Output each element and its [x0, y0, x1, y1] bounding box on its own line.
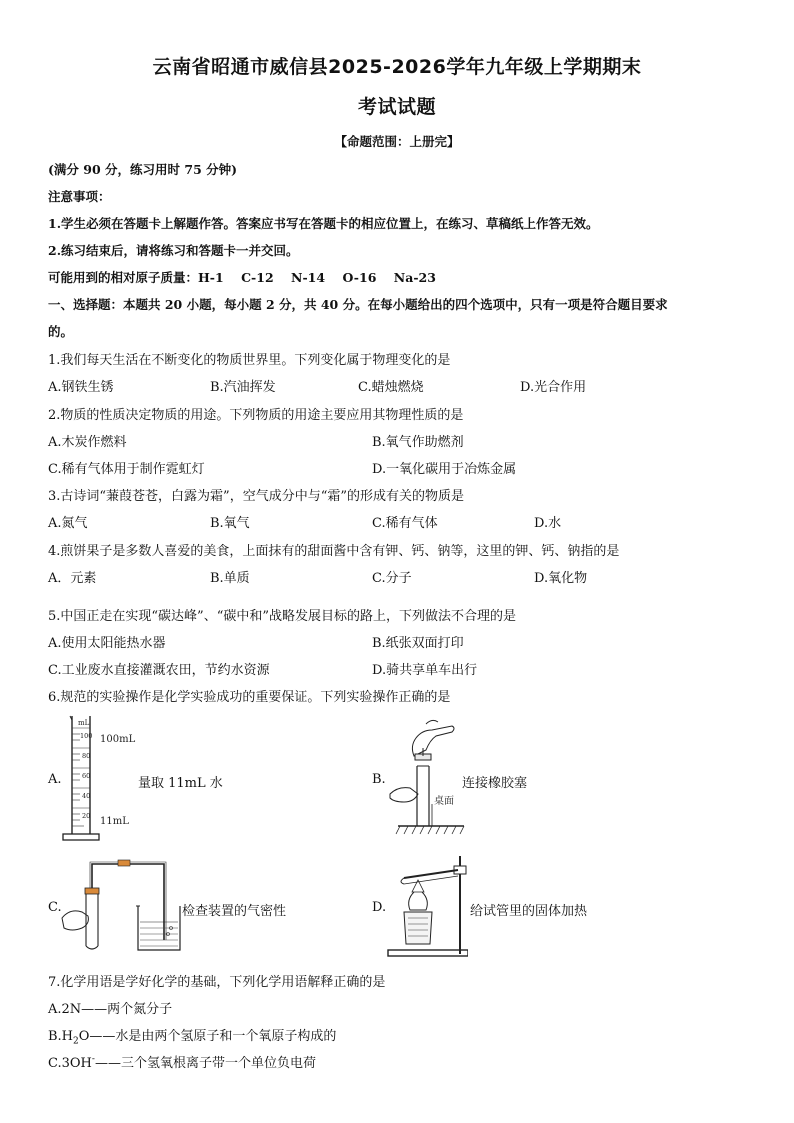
section1-heading-1: 一、选择题：本题共 20 小题，每小题 2 分，共 40 分。在每小题给出的四个选项中，只有一项是符合题目要求 [48, 297, 668, 312]
cylinder-unit-label: mL [78, 719, 90, 727]
cylinder-tick-80: 80 [82, 752, 91, 760]
q1-option-d: D.光合作用 [520, 380, 587, 395]
exam-title-line1: 云南省昭通市威信县2025-2026学年九年级上学期期末 [152, 56, 642, 78]
tube-stopper-figure [386, 716, 466, 840]
q7-stem: 7.化学用语是学好化学的基础，下列化学用语解释正确的是 [48, 975, 386, 990]
graduated-cylinder-figure [60, 712, 150, 848]
q6-option-c-letter: C. [48, 900, 62, 915]
q2-stem: 2.物质的性质决定物质的用途。下列物质的用途主要应用其物理性质的是 [48, 408, 464, 423]
q6-option-a-text: 量取 11mL 水 [138, 776, 223, 791]
q7-option-b-subscript: 2 [73, 1036, 79, 1047]
q6-option-a-letter: A. [48, 772, 62, 787]
q5-option-d: D.骑共享单车出行 [372, 663, 478, 678]
q5-option-b: B.纸张双面打印 [372, 636, 464, 651]
q6-option-b-text: 连接橡胶塞 [462, 776, 528, 791]
q6-option-d-text: 给试管里的固体加热 [470, 904, 588, 919]
q2-option-c: C.稀有气体用于制作霓虹灯 [48, 462, 205, 477]
cylinder-tick-40: 40 [82, 792, 91, 800]
airtightness-figure [60, 856, 182, 956]
q5-stem: 5.中国正走在实现“碳达峰”、“碳中和”战略发展目标的路上，下列做法不合理的是 [48, 609, 516, 624]
q5-option-a: A.使用太阳能热水器 [48, 636, 166, 651]
q3-stem: 3.古诗词“蒹葭苍苍，白露为霜”，空气成分中与“霜”的形成有关的物质是 [48, 489, 464, 504]
exam-title-line2: 考试试题 [357, 96, 436, 118]
q4-option-d: D.氧化物 [534, 571, 588, 586]
q2-option-d: D.一氧化碳用于冶炼金属 [372, 462, 517, 477]
q3-option-b: B.氧气 [210, 516, 250, 531]
exam-scope: 【命题范围：上册完】 [334, 134, 460, 149]
score-time: (满分 90 分，练习用时 75 分钟) [48, 162, 238, 177]
cylinder-11ml-label: 11mL [100, 816, 129, 827]
cylinder-tick-20: 20 [82, 812, 91, 820]
q1-option-b: B.汽油挥发 [210, 380, 276, 395]
section1-heading-2: 的。 [48, 324, 74, 339]
atomic-mass: 可能用到的相对原子质量：H-1 C-12 N-14 O-16 Na-23 [48, 270, 436, 285]
q4-option-a: A．元素 [48, 571, 97, 586]
q6-option-d-letter: D. [372, 900, 387, 915]
q2-option-a: A.木炭作燃料 [48, 435, 127, 450]
note-2: 2.练习结束后，请将练习和答题卡一并交回。 [48, 243, 299, 258]
q7-option-a: A.2N——两个氮分子 [48, 1002, 173, 1017]
cylinder-tick-60: 60 [82, 772, 91, 780]
q7-option-b-rest: O——水是由两个氢原子和一个氧原子构成的 [78, 1029, 337, 1044]
q3-option-c: C.稀有气体 [372, 516, 438, 531]
q7-option-c [48, 1052, 316, 1071]
q1-option-c: C.蜡烛燃烧 [358, 380, 424, 395]
q7-option-c-rest: ——三个氢氧根离子带一个单位负电荷 [94, 1056, 316, 1071]
cylinder-tick-100: 100 [80, 732, 93, 740]
q5-option-c: C.工业废水直接灌溉农田，节约水资源 [48, 663, 270, 678]
q4-stem: 4.煎饼果子是多数人喜爱的美食，上面抹有的甜面酱中含有钾、钙、钠等，这里的钾、钙、钠指的是 [48, 544, 620, 559]
heating-figure [384, 852, 468, 960]
q1-option-a: A.钢铁生锈 [48, 380, 114, 395]
q2-option-b: B.氧气作助燃剂 [372, 435, 464, 450]
q3-option-a: A.氮气 [48, 516, 88, 531]
notes-heading: 注意事项： [48, 189, 111, 204]
note-1: 1.学生必须在答题卡上解题作答。答案应书写在答题卡的相应位置上，在练习、草稿纸上作答无效。 [48, 216, 599, 231]
q1-stem: 1.我们每天生活在不断变化的物质世界里。下列变化属于物理变化的是 [48, 353, 451, 368]
q6-option-b-letter: B. [372, 772, 386, 787]
q3-option-d: D.水 [534, 516, 562, 531]
q7-option-b-prefix: B.H [48, 1029, 74, 1044]
q7-option-c-prefix: C.3OH [48, 1056, 92, 1071]
desk-label: 桌面 [434, 796, 454, 807]
cylinder-100ml-label: 100mL [100, 734, 136, 745]
q7-option-c-superscript: - [91, 1054, 95, 1065]
q4-option-b: B.单质 [210, 571, 250, 586]
q6-stem: 6.规范的实验操作是化学实验成功的重要保证。下列实验操作正确的是 [48, 690, 451, 705]
q4-option-c: C.分子 [372, 571, 412, 586]
q7-option-b [48, 1025, 336, 1047]
q6-option-c-text: 检查装置的气密性 [182, 904, 287, 919]
